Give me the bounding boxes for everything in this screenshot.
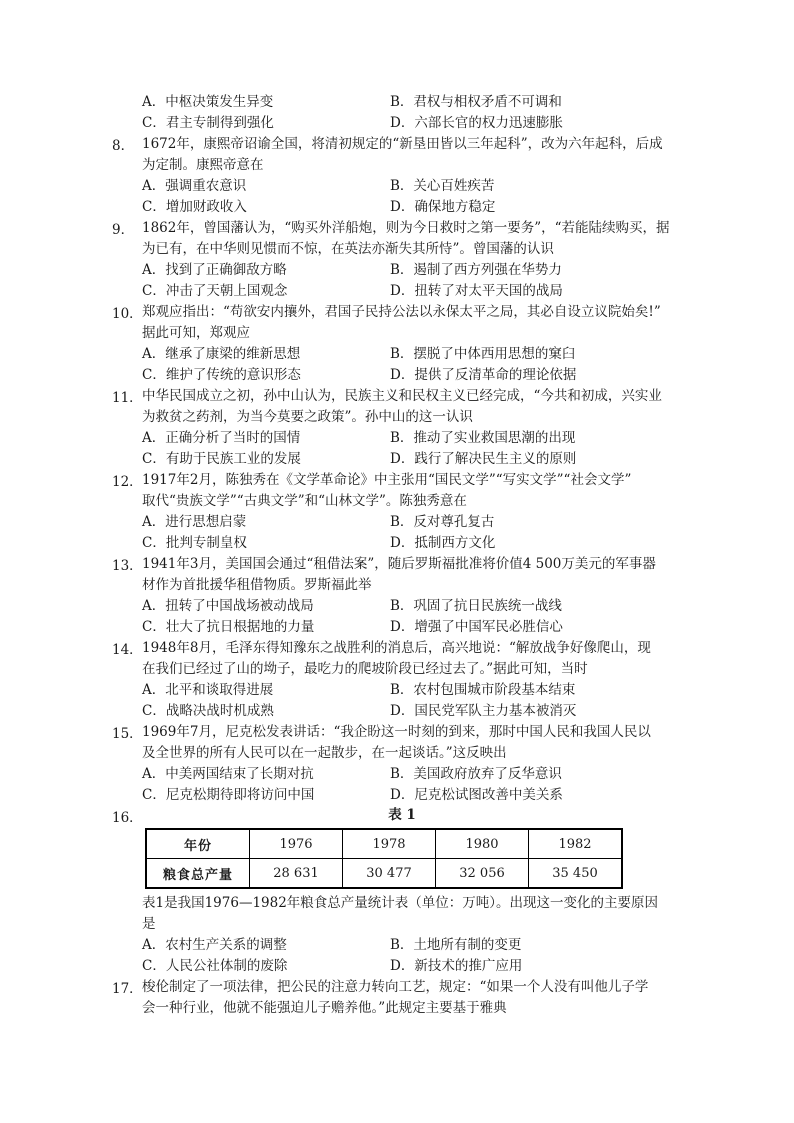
question-number: 16． [112,810,143,826]
option-row [142,92,794,113]
table-header-row [146,829,622,859]
question-stem: 是 [142,916,156,932]
question-stem: 郑观应指出：“苟欲安内攘外，君国子民持公法以永保太平之局，其必自设立议院始矣!” [142,304,661,320]
option-b[interactable]: B．美国政府放弃了反华意识 [390,766,562,782]
option-b[interactable]: B．遏制了西方列强在华势力 [390,262,562,278]
question-stem: 1941年3月，美国国会通过“租借法案”，随后罗斯福批准将价值4 500万美元的军事器 [142,556,656,572]
option-b[interactable]: B．巩固了抗日民族统一战线 [390,598,562,614]
question-number: 17． [112,981,143,997]
exam-page [0,92,794,1019]
question-stem: 为定制。康熙帝意在 [142,157,264,173]
question-stem: 为救贫之药剂，为当今莫要之政策”。孙中山的这一认识 [142,409,473,425]
question-stem: 1862年，曾国藩认为，“购买外洋船炮，则为今日救时之第一要务”，“若能陆续购买，据 [142,220,670,236]
question-stem: 1917年2月，陈独秀在《文学革命论》中主张用“国民文学”“写实文学”“社会文学” [142,472,632,488]
option-d[interactable]: D．践行了解决民生主义的原则 [390,451,577,467]
question-number: 9． [112,222,135,238]
table-cell: 28 631 [250,859,343,889]
table-cell: 1976 [250,829,343,859]
option-a[interactable]: A．强调重农意识 [142,178,247,194]
option-d[interactable]: D．扭转了对太平天国的战局 [390,283,563,299]
table-row [146,859,622,889]
option-a[interactable]: A．中美两国结束了长期对抗 [142,766,314,782]
option-d[interactable]: D．六部长官的权力迅速膨胀 [390,115,563,131]
option-a[interactable]: A．扭转了中国战场被动战局 [142,598,314,614]
option-a[interactable]: A．进行思想启蒙 [142,514,247,530]
question-number: 8． [112,138,135,154]
question-8 [0,134,794,218]
question-stem: 材作为首批援华租借物质。罗斯福此举 [142,577,372,593]
option-d[interactable]: D．抵制西方文化 [390,535,496,551]
question-stem: 1672年，康熙帝诏谕全国，将清初规定的“新垦田皆以三年起科”，改为六年起科，后成 [142,136,663,152]
q7-options [0,92,794,134]
option-c[interactable]: C．有助于民族工业的发展 [142,451,301,467]
question-number: 15． [112,726,143,742]
option-c[interactable]: C．冲击了天朝上国观念 [142,283,288,299]
option-d[interactable]: D．提供了反清革命的理论依据 [390,367,577,383]
table-cell: 1980 [436,829,529,859]
question-stem: 梭伦制定了一项法律，把公民的注意力转向工艺，规定：“如果一个人没有叫他儿子学 [142,979,649,995]
question-stem: 1969年7月，尼克松发表讲话：“我企盼这一时刻的到来，那时中国人民和我国人民以 [142,724,651,740]
option-row [142,113,794,134]
option-d[interactable]: D．新技术的推广应用 [390,958,523,974]
option-c[interactable]: C．维护了传统的意识形态 [142,367,301,383]
option-d[interactable]: D．国民党军队主力基本被消灭 [390,703,577,719]
question-stem: 1948年8月，毛泽东得知豫东之战胜利的消息后，高兴地说：“解放战争好像爬山，现 [142,640,651,656]
option-b[interactable]: B．反对尊孔复古 [390,514,495,530]
option-b[interactable]: B．关心百姓疾苦 [390,178,495,194]
question-stem: 取代“贵族文学”“古典文学”和“山林文学”。陈独秀意在 [142,493,467,509]
question-17 [0,977,794,1019]
option-a[interactable]: A．农村生产关系的调整 [142,937,287,953]
table-title: 表 1 [388,807,416,823]
question-16 [0,806,794,977]
question-stem: 在我们已经过了山的坳子，最吃力的爬坡阶段已经过去了。”据此可知，当时 [142,661,588,677]
option-a[interactable]: A．继承了康梁的维新思想 [142,346,301,362]
question-stem: 表1是我国1976—1982年粮食总产量统计表（单位：万吨）。出现这一变化的主要原因 [142,895,659,911]
question-11 [0,386,794,470]
option-b[interactable]: B．摆脱了中体西用思想的窠臼 [390,346,576,362]
option-d[interactable]: D．尼克松试图改善中美关系 [390,787,563,803]
option-c[interactable]: C．壮大了抗日根据地的力量 [142,619,315,635]
option-d[interactable]: D．确保地方稳定 [390,199,496,215]
question-stem: 中华民国成立之初，孙中山认为，民族主义和民权主义已经完成，“今共和初成，兴实业 [142,388,662,404]
option-c[interactable]: C．人民公社体制的废除 [142,958,288,974]
option-c[interactable]: C．尼克松期待即将访问中国 [142,787,315,803]
question-number: 11． [112,390,143,406]
table-cell: 30 477 [343,859,436,889]
question-stem: 会一种行业，他就不能强迫儿子赡养他。”此规定主要基于雅典 [142,1000,507,1016]
option-b[interactable]: B．土地所有制的变更 [390,937,522,953]
option-a[interactable]: A．正确分析了当时的国情 [142,430,301,446]
option-b[interactable]: B．君权与相权矛盾不可调和 [390,94,562,110]
question-13 [0,554,794,638]
option-c[interactable]: C．君主专制得到强化 [142,115,274,131]
option-b[interactable]: B．推动了实业救国思潮的出现 [390,430,576,446]
question-number: 14． [112,642,143,658]
option-a[interactable]: A．北平和谈取得进展 [142,682,274,698]
option-d[interactable]: D．增强了中国军民必胜信心 [390,619,563,635]
question-stem: 为已有，在中华则见惯而不惊，在英法亦渐失其所恃”。曾国藩的认识 [142,241,554,257]
table-cell: 1982 [529,829,623,859]
option-c[interactable]: C．战略决战时机成熟 [142,703,274,719]
table-cell: 年份 [146,829,250,859]
table-cell: 1978 [343,829,436,859]
option-c[interactable]: C．批判专制皇权 [142,535,247,551]
question-9 [0,218,794,302]
table-cell: 粮食总产量 [146,859,250,889]
question-14 [0,638,794,722]
option-a[interactable]: A．找到了正确御敌方略 [142,262,287,278]
question-number: 12． [112,474,143,490]
question-stem: 及全世界的所有人民可以在一起散步，在一起谈话。”这反映出 [142,745,507,761]
option-b[interactable]: B．农村包围城市阶段基本结束 [390,682,576,698]
question-10 [0,302,794,386]
option-c[interactable]: C．增加财政收入 [142,199,247,215]
table-cell: 35 450 [529,859,623,889]
question-12 [0,470,794,554]
question-stem: 据此可知，郑观应 [142,325,250,341]
grain-output-table [145,828,623,889]
question-number: 13． [112,558,143,574]
question-15 [0,722,794,806]
table-cell: 32 056 [436,859,529,889]
option-a[interactable]: A．中枢决策发生异变 [142,94,274,110]
question-number: 10． [112,306,143,322]
